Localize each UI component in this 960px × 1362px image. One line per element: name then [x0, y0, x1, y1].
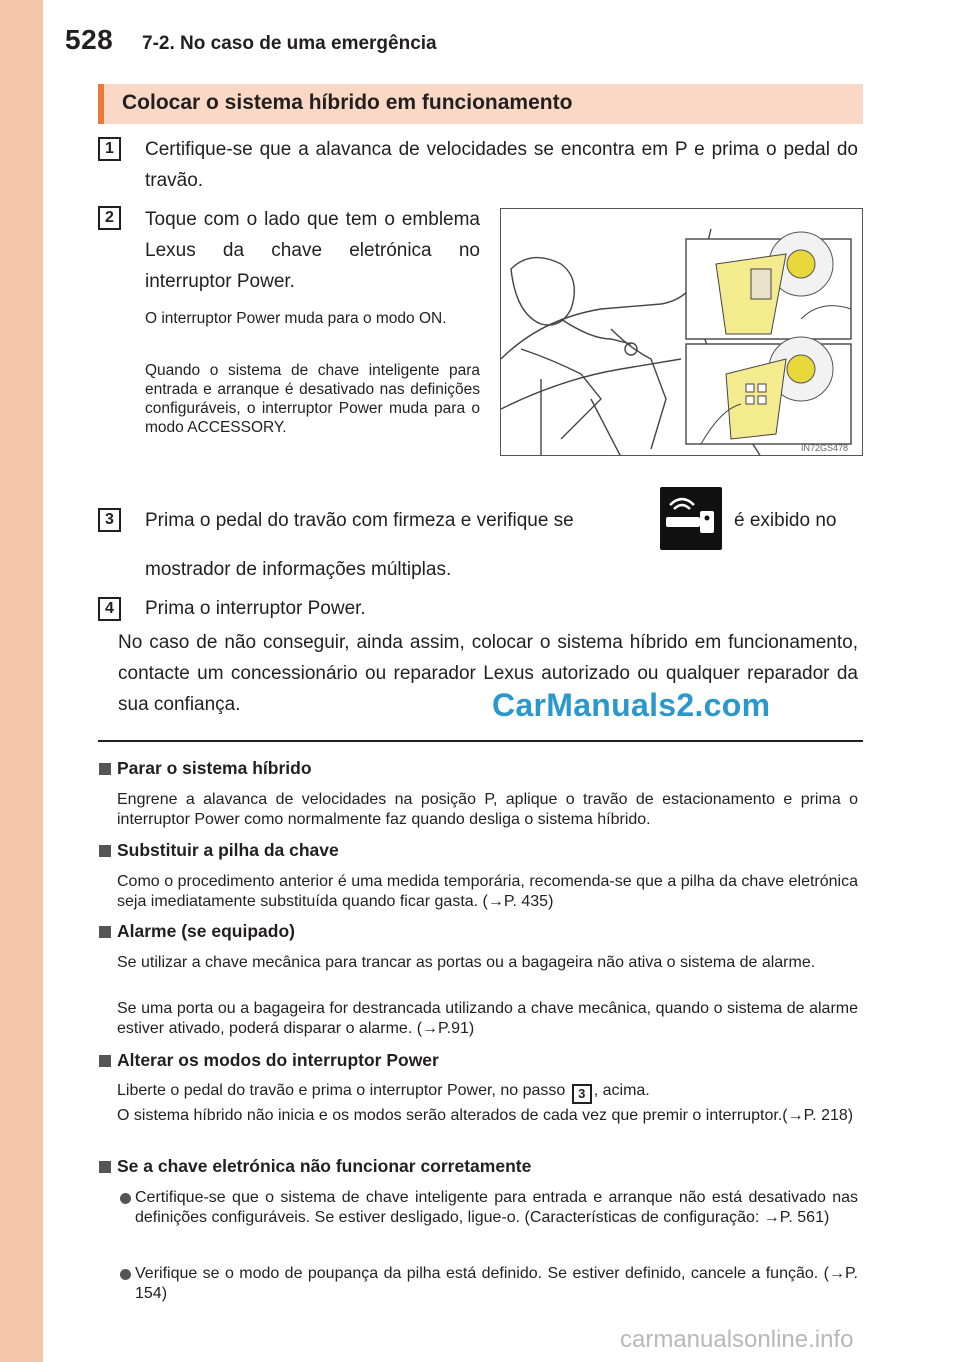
divider: [98, 740, 863, 742]
inset-panel-top: [686, 232, 851, 339]
bullet-square: [99, 763, 111, 775]
bullet-heading-alarm: Alarme (se equipado): [117, 921, 295, 941]
step-1-text: Certifique-se que a alavanca de velocidades se encontra em P e prima o pedal do travão.: [145, 139, 858, 191]
key-indicator-icon: [660, 487, 722, 550]
watermark-banner: [462, 684, 771, 730]
bullet-sub-1: Certifique-se que o sistema de chave inteligente para entrada e arranque não está desativado nas definições configuráveis. Se estiver desligado, ligue-o. (Características de configuração: →P. 561): [135, 1189, 858, 1226]
bullet-square: [99, 926, 111, 938]
step-badge-4: 4: [98, 597, 121, 621]
chapter-title: 7-2. No caso de uma emergência: [142, 33, 437, 54]
section-header: [98, 84, 863, 124]
illustration-drawing: [501, 209, 863, 456]
bullet-square: [99, 845, 111, 857]
watermark-text: CarManuals2.com: [492, 687, 771, 723]
bullet-dot: [120, 1193, 131, 1204]
bullet-body-modes-1: [117, 1081, 858, 1104]
step-2-text: Toque com o lado que tem o emblema Lexus da chave eletrónica no interruptor Power.: [145, 209, 480, 292]
step-2-note-1: O interruptor Power muda para o modo ON.: [145, 310, 447, 327]
bullet-body-modes-2: O sistema híbrido não inicia e os modos serão alterados de cada vez que premir o interruptor.(→P. 218): [117, 1107, 854, 1124]
bullet-heading-battery: Substituir a pilha da chave: [117, 840, 339, 860]
bullet-body-alarm-1: Se utilizar a chave mecânica para trancar as portas ou a bagageira não ativa o sistema de alarme.: [117, 954, 816, 971]
bullet-body-battery: Como o procedimento anterior é uma medida temporária, recomenda-se que a pilha da chave eletrónica seja imediatamente substituída quando ficar gasta. (→P. 435): [117, 873, 858, 910]
illustration-code: IN72GS478: [801, 443, 849, 453]
bullet-sub-2: Verifique se o modo de poupança da pilha está definido. Se estiver definido, cancele a função. (→P. 154): [135, 1265, 858, 1302]
section-title: Colocar o sistema híbrido em funcionamento: [122, 91, 573, 114]
step-3-text-before: Prima o pedal do travão com firmeza e verifique se: [145, 510, 574, 531]
note-paragraph: No caso de não conseguir, ainda assim, colocar o sistema híbrido em funcionamento, contacte um concessionário ou reparador Lexus autorizado ou qualquer reparador da sua confiança.: [118, 632, 858, 715]
key-fob-illustration: [500, 208, 863, 456]
step-3-text-line2: mostrador de informações múltiplas.: [145, 559, 452, 580]
bullet-square: [99, 1055, 111, 1067]
bullet-heading-modes: Alterar os modos do interruptor Power: [117, 1050, 439, 1070]
bullet-square: [99, 1161, 111, 1173]
step-badge-3: 3: [98, 508, 121, 532]
bullet-body-stop: Engrene a alavanca de velocidades na posição P, aplique o travão de estacionamento e prima o interruptor Power como normalmente faz quando desliga o sistema híbrido.: [117, 791, 858, 828]
bullet-heading-stop: Parar o sistema híbrido: [117, 758, 312, 778]
bullet-heading-key: Se a chave eletrónica não funcionar corretamente: [117, 1156, 532, 1176]
inline-step-badge: 3: [572, 1084, 592, 1104]
page-number: 528: [65, 24, 114, 55]
step-2-note-2: Quando o sistema de chave inteligente para entrada e arranque é desativado nas definições configuráveis, o interruptor Power muda para o modo ACCESSORY.: [145, 362, 480, 436]
inset-panel-bottom: [686, 337, 851, 444]
bullet-dot: [120, 1269, 131, 1280]
step-3-text-after: é exibido no: [734, 510, 837, 531]
side-band: [0, 0, 43, 1362]
step-4-text: Prima o interruptor Power.: [145, 598, 366, 619]
step-badge-2: 2: [98, 206, 121, 230]
footer-watermark: carmanualsonline.info: [620, 1326, 854, 1353]
modes-text-after: , acima.: [593, 1082, 650, 1099]
modes-text-before: Liberte o pedal do travão e prima o interruptor Power, no passo: [117, 1082, 566, 1099]
bullet-body-alarm-2: Se uma porta ou a bagageira for destrancada utilizando a chave mecânica, quando o sistema de alarme estiver ativado, poderá disparar o alarme. (→P.91): [117, 1000, 858, 1037]
step-badge-1: 1: [98, 137, 121, 161]
